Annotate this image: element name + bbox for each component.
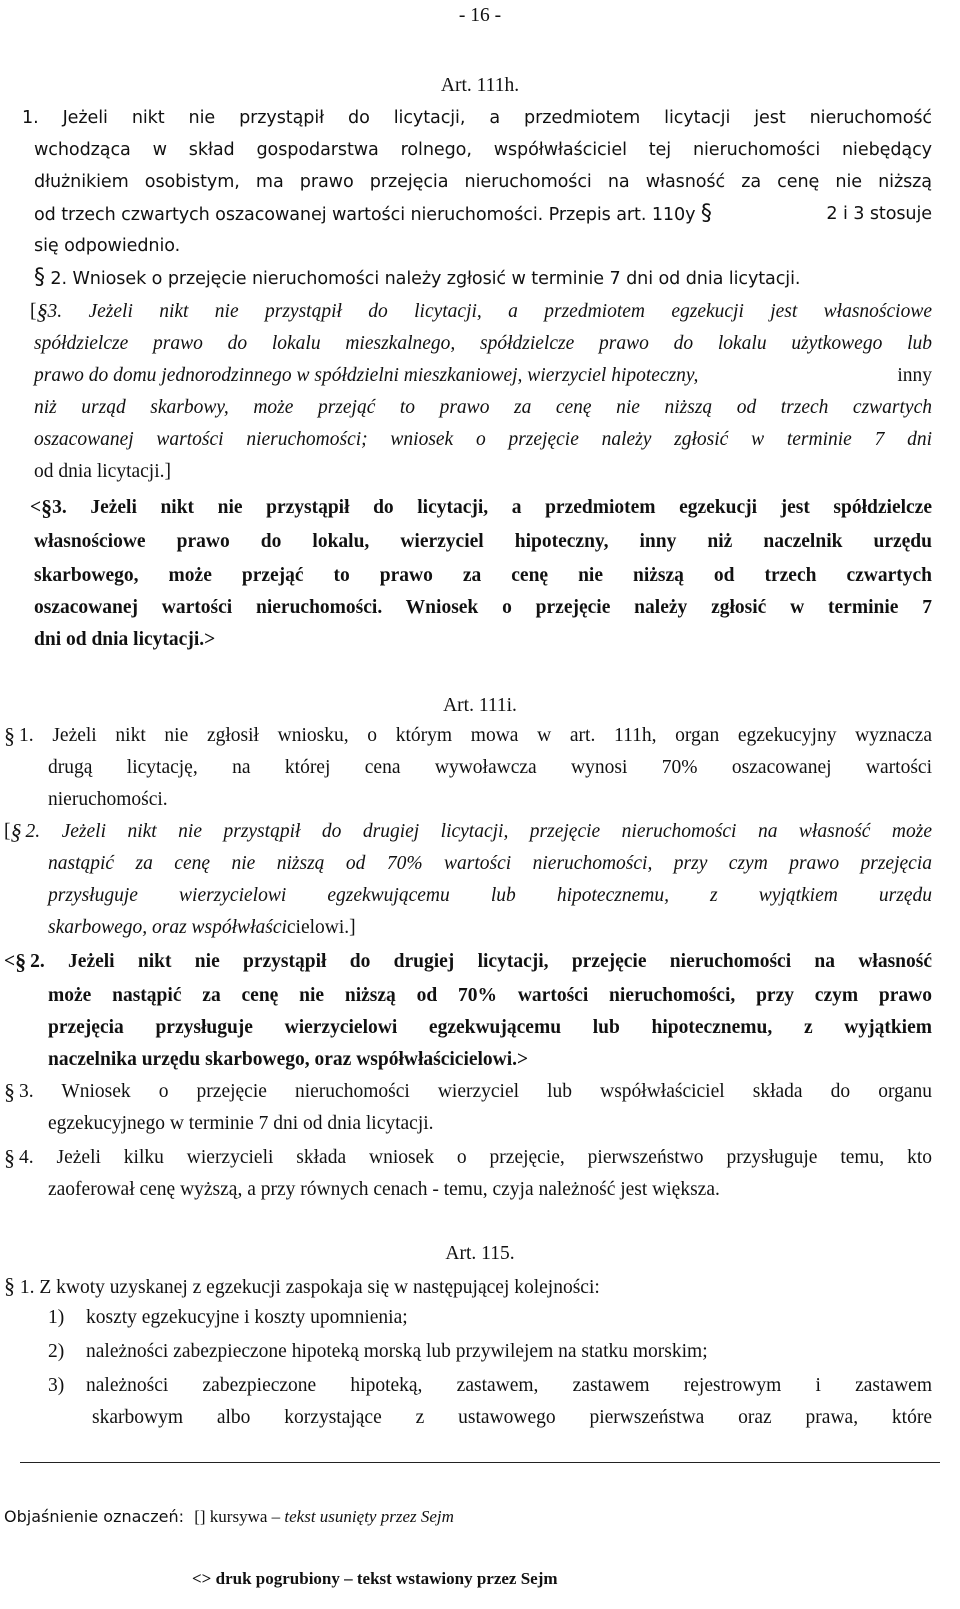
text-line: przejęcia przysługuje wierzycielowi egzekwującemu lub hipotecznemu, z wyjątkiem: [48, 1017, 932, 1038]
text-line: drugą licytację, na której cena wywoławcza wynosi 70% oszacowanej wartości: [48, 757, 932, 778]
text-line: [4, 816, 932, 848]
article-heading-111i: Art. 111i.: [443, 695, 517, 716]
text-line: [4, 946, 932, 978]
article-heading-115: Art. 115.: [445, 1243, 515, 1264]
text-line: [30, 492, 932, 524]
text-line: [4, 1076, 932, 1108]
text-line: naczelnika urzędu skarbowego, oraz współwłaścicielowi.>: [48, 1049, 529, 1070]
text-fragment: 3. Wniosek o przejęcie nieruchomości wierzyciel lub współwłaściciel składa do organu: [19, 1081, 932, 1102]
paragraph-text: 2. Wniosek o przejęcie nieruchomości należy zgłosić w terminie 7 dni od dnia licytacji.: [50, 269, 801, 289]
list-item-text-continued: skarbowym albo korzystające z ustawowego pierwszeństwa oraz prawa, które: [92, 1407, 932, 1428]
art115-paragraph-1: [4, 1270, 600, 1304]
text-line: [4, 720, 932, 752]
legend-dash: –: [271, 1507, 281, 1526]
text-line: egzekucyjnego w terminie 7 dni od dnia licytacji.: [48, 1113, 434, 1134]
section-sign: §: [4, 1079, 15, 1104]
angle-open: <: [30, 497, 42, 518]
text-line: oszacowanej wartości nieruchomości; wniosek o przejęcie należy zgłosić w terminie 7 dni: [34, 429, 932, 450]
text-line: [30, 296, 932, 328]
section-sign: §: [700, 201, 712, 226]
text-line: dłużnikiem osobistym, ma prawo przejęcia nieruchomości na własność za cenę nie niższą: [34, 172, 932, 192]
list-item-number: 1): [48, 1307, 65, 1328]
text-line: może nastąpić za cenę nie niższą od 70% wartości nieruchomości, przy czym prawo: [48, 985, 932, 1006]
text-line: [34, 198, 932, 231]
text-line: się odpowiednio.: [34, 236, 181, 256]
text-fragment: cielowi.]: [286, 917, 356, 938]
article-heading-111h: Art. 111h.: [440, 75, 520, 96]
text-line: 1. Jeżeli nikt nie przystąpił do licytacji, a przedmiotem licytacji jest nieruchomość: [22, 108, 932, 128]
text-fragment: od trzech czwartych oszacowanej wartości nieruchomości. Przepis art. 110y: [34, 205, 696, 225]
section-sign: §: [10, 819, 22, 844]
text-line: wchodząca w skład gospodarstwa rolnego, współwłaściciel tej nieruchomości niebędący: [34, 140, 932, 160]
section-sign: §: [4, 1145, 15, 1170]
text-fragment: prawo do domu jednorodzinnego w spółdzielni mieszkaniowej, wierzyciel hipoteczny,: [34, 365, 699, 386]
text-line: skarbowego, może przejąć to prawo za cenę nie niższą od trzech czwartych: [34, 565, 932, 586]
list-item-number: 2): [48, 1341, 65, 1362]
angle-open: <: [4, 951, 16, 972]
section-sign: §: [34, 265, 45, 290]
text-fragment: 2. Jeżeli nikt nie przystąpił do drugiej licytacji, przejęcie nieruchomości na własność może: [25, 821, 932, 842]
footer-divider: [20, 1462, 940, 1463]
section-sign: §: [41, 495, 53, 520]
text-fragment: 3. Jeżeli nikt nie przystąpił do licytacji, a przedmiotem egzekucji jest spółdzielcze: [52, 497, 932, 518]
text-line: nieruchomości.: [48, 789, 168, 810]
art111h-paragraph-2: [34, 262, 800, 295]
section-sign: §: [15, 949, 27, 974]
list-item-text: należności zabezpieczone hipoteką morską lub przywilejem na statku morskim;: [86, 1341, 708, 1362]
section-sign: §: [36, 299, 48, 324]
text-fragment: inny: [897, 365, 932, 386]
text-line: [34, 360, 932, 392]
legend-line-2: <> druk pogrubiony – tekst wstawiony przez Sejm: [192, 1569, 558, 1588]
text-fragment: 4. Jeżeli kilku wierzycieli składa wniosek o przejęcie, pierwszeństwo przysługuje temu, kto: [19, 1147, 932, 1168]
legend-desc-italic: tekst usunięty przez Sejm: [284, 1507, 454, 1526]
bracket-open: [: [30, 301, 37, 322]
text-fragment: skarbowego, oraz współwłaści: [48, 917, 287, 938]
text-line: własnościowe prawo do lokalu, wierzyciel hipoteczny, inny niż naczelnik urzędu: [34, 531, 932, 552]
text-line: zaoferował cenę wyższą, a przy równych cenach - temu, czyja należność jest większa.: [48, 1179, 720, 1200]
text-line: [48, 912, 356, 944]
list-item-text: należności zabezpieczone hipoteką, zastawem, zastawem rejestrowym i zastawem: [86, 1375, 932, 1396]
text-fragment: 2. Jeżeli nikt nie przystąpił do drugiej licytacji, przejęcie nieruchomości na własność: [30, 951, 932, 972]
legend-label: Objaśnienie oznaczeń:: [4, 1507, 184, 1526]
text-line: od dnia licytacji.]: [34, 461, 171, 482]
paragraph-text: 1. Z kwoty uzyskanej z egzekucji zaspokaja się w następującej kolejności:: [19, 1277, 600, 1298]
text-fragment: 3. Jeżeli nikt nie przystąpił do licytacji, a przedmiotem egzekucji jest własnościowe: [47, 301, 932, 322]
legend-line-1: [4, 1506, 454, 1528]
list-item-number: 3): [48, 1375, 65, 1396]
text-line: nastąpić za cenę nie niższą od 70% wartości nieruchomości, przy czym prawo przejęcia: [48, 853, 932, 874]
text-fragment: 2 i 3 stosuje: [826, 204, 932, 224]
text-line: przysługuje wierzycielowi egzekwującemu lub hipotecznemu, z wyjątkiem urzędu: [48, 885, 932, 906]
section-sign: §: [4, 1273, 15, 1298]
list-item-text: koszty egzekucyjne i koszty upomnienia;: [86, 1307, 408, 1328]
text-fragment: 1. Jeżeli nikt nie zgłosił wniosku, o którym mowa w art. 111h, organ egzekucyjny wyznacza: [19, 725, 932, 746]
text-line: dni od dnia licytacji.>: [34, 629, 216, 650]
legend-symbol-italic: [] kursywa: [194, 1507, 268, 1526]
text-line: [4, 1142, 932, 1174]
bracket-open: [: [4, 821, 11, 842]
text-line: niż urząd skarbowy, może przejąć to prawo za cenę nie niższą od trzech czwartych: [34, 397, 932, 418]
text-line: spółdzielcze prawo do lokalu mieszkalnego, spółdzielcze prawo do lokalu użytkowego lub: [34, 333, 932, 354]
text-line: oszacowanej wartości nieruchomości. Wniosek o przejęcie należy zgłosić w terminie 7: [34, 597, 932, 618]
page-number: - 16 -: [458, 5, 502, 26]
section-sign: §: [4, 723, 15, 748]
